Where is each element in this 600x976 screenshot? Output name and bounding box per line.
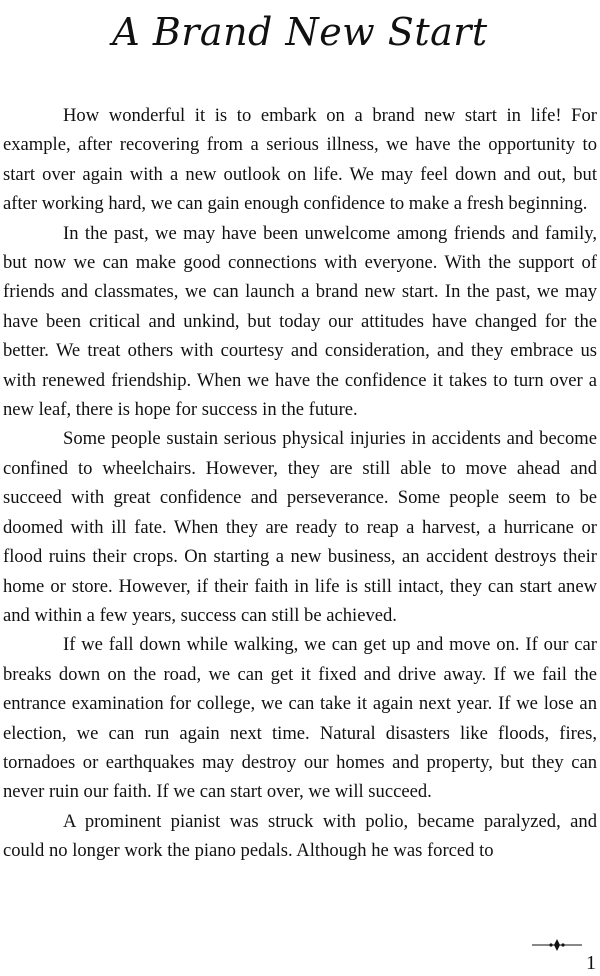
paragraph: In the past, we may have been unwelcome among friends and family, but now we can make good connections with everyone. With the support of friends and classmates, we can launch a brand new start. In the past, we may have been critical and unkind, but today our attitudes have changed for the better. We treat others with courtesy and consideration, and they embrace us with renewed friendship. When we have the confidence it takes to turn over a new leaf, there is hope for success in the future. [3, 222, 597, 421]
page-title: A Brand New Start [112, 10, 488, 54]
body-text [3, 101, 597, 866]
paragraph: Some people sustain serious physical injuries in accidents and become confined to wheelchairs. However, they are still able to move ahead and succeed with great confidence and perseverance. Some people seem to be doomed with ill fate. When they are ready to reap a harvest, a hurricane or flood ruins their crops. On starting a new business, an accident destroys their home or store. However, if their faith in life is still intact, they can start anew and within a few years, success can still be achieved. [3, 428, 597, 626]
ornament-divider-icon [532, 938, 582, 952]
page-number: 1 [586, 952, 596, 974]
paragraph: If we fall down while walking, we can get up and move on. If our car breaks down on the road, we can get it fixed and drive away. If we fail the entrance examination for college, we can take it again next year. If we lose an election, we can run again next time. Natural disasters like floods, fires, tornadoes or earthquakes may destroy our homes and property, but they can never ruin our faith. If we can start over, we will succeed. [3, 634, 597, 803]
paragraph: How wonderful it is to embark on a brand new start in life! For example, after recovering from a serious illness, we have the opportunity to start over again with a new outlook on life. We may feel down and out, but after working hard, we can gain enough confidence to make a fresh beginning. [3, 105, 597, 215]
paragraph: A prominent pianist was struck with polio, became paralyzed, and could no longer work the piano pedals. Although he was forced to [3, 810, 597, 862]
